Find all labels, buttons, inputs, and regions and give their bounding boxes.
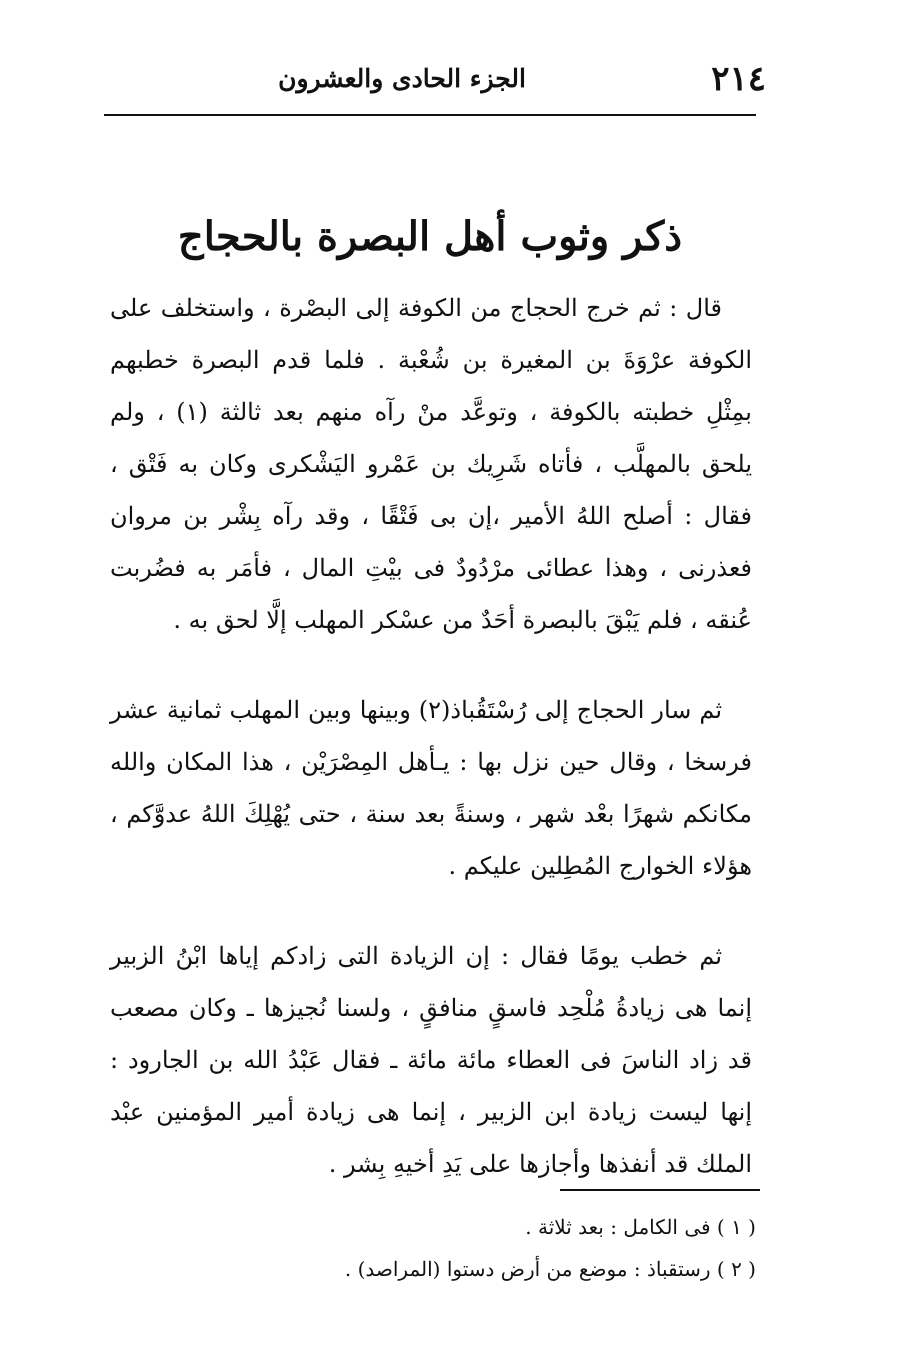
- running-title: الجزء الحادى والعشرون: [278, 64, 526, 93]
- footnote-2: ( ٢ ) رستقباذ : موضع من أرض دستوا (المراصد) .: [344, 1257, 756, 1281]
- paragraph-1: قال : ثم خرج الحجاج من الكوفة إلى البصْرة ، واستخلف على الكوفة عرْوَةَ بن المغيرة بن شُعْبة . فلما قدم البصرة خطبهم بمِثْلِ خطبته بالكوفة ، وتوعَّد منْ رآه منهم بعد ثالثة (١) ، ولم يلحق بالمهلَّب ، فأتاه شَرِيك بن عَمْرو اليَشْكرى وكان به فَتْق ، فقال : أصلح اللهُ الأمير ،إن بى فَتْقًا ، وقد رآه بِشْر بن مروان فعذرنى ، وهذا عطائى مرْدُودٌ فى بيْتِ المال ، فأمَر به فضُربت عُنقه ، فلم يَبْقَ بالبصرة أحَدٌ من عسْكر المهلب إلَّا لحق به .: [110, 294, 752, 634]
- paragraph-3: ثم خطب يومًا فقال : إن الزيادة التى زادكم إياها ابْنُ الزبير إنما هى زيادةُ مُلْحِد فاسقٍ منافقٍ ، ولسنا نُجيزها ـ وكان مصعب قد زاد الناسَ فى العطاء مائة مائة ـ فقال عَبْدُ الله بن الجارود : إنها ليست زيادة ابن الزبير ، إنما هى زيادة أمير المؤمنين عبْد الملك قد أنفذها وأجازها على يَدِ أخيهِ بِشر .: [110, 942, 752, 1178]
- page-number: ٢١٤: [711, 59, 766, 99]
- footnote-rule: [560, 1189, 760, 1191]
- footnote-1: ( ١ ) فى الكامل : بعد ثلاثة .: [525, 1215, 756, 1239]
- body-text: [110, 282, 752, 1190]
- header-rule: [104, 114, 756, 116]
- chapter-title: ذكر وثوب أهل البصرة بالحجاج: [177, 212, 683, 260]
- paragraph-2: ثم سار الحجاج إلى رُسْتَقُباذ(٢) وبينها وبين المهلب ثمانية عشر فرسخا ، وقال حين نزل بها : يـأهل المِصْرَيْن ، هذا المكان والله مكانكم شهرًا بعْد شهر ، وسنةً بعد سنة ، حتى يُهْلِكَ اللهُ عدوَّكم ، هؤلاء الخوارج المُطِلين عليكم .: [110, 696, 752, 880]
- footnotes: [300, 1206, 756, 1290]
